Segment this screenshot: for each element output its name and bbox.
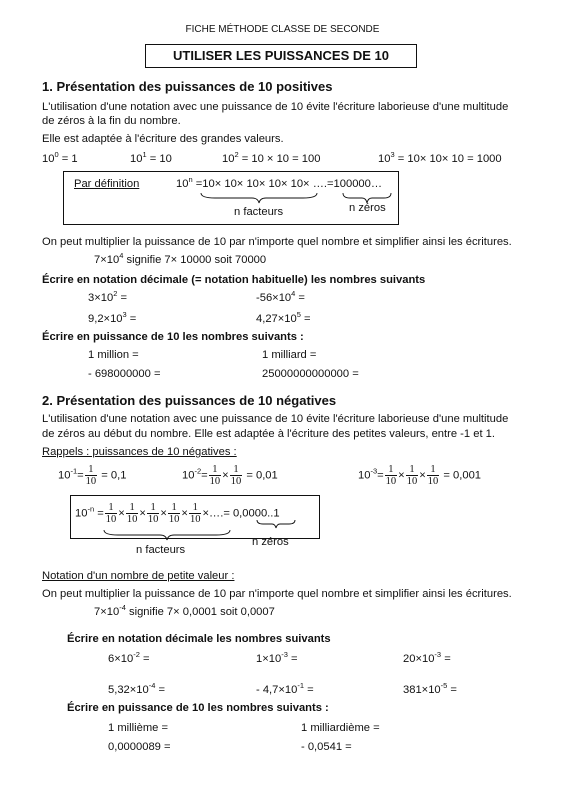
ex-pow0: $10^0 = 1$: [42, 150, 78, 165]
s2-t1-d: $5,32\times 10^{-4}$ =: [108, 681, 166, 696]
s1-t1-d: $4,27\times 10^5$ =: [256, 310, 311, 325]
neg-brace-zeros: [256, 519, 296, 529]
s1-example: $7\times 10^4$ signifie 7× 10000 soit 70000: [94, 251, 267, 266]
s1-task2: Écrire en puissance de 10 les nombres suivants :: [42, 331, 304, 343]
s1-task1: Écrire en notation décimale (= notation habituelle) les nombres suivants: [42, 274, 426, 286]
s1-intro-line3: Elle est adaptée à l'écriture des grandes valeurs.: [42, 133, 284, 145]
s2-intro-line2: de zéros au début du nombre. Elle est adaptée à l'écriture des petites valeurs, entre -1 et 1.: [42, 428, 496, 440]
s2-intro-line1: L'utilisation d'une notation avec une puissance de 10 évite l'écriture laborieuse d'une multitude: [42, 413, 509, 425]
s2-t1-b: $1\times 10^{-3}$ =: [256, 650, 298, 665]
s2-t1-f: $381\times 10^{-5}$ =: [403, 681, 457, 696]
n-facteurs-label: n facteurs: [234, 206, 284, 218]
page-title: UTILISER LES PUISSANCES DE 10: [173, 48, 389, 63]
definition-label: Par définition: [74, 178, 140, 190]
ex-pow3: $10^3 = 10\times 10\times 10 = 1000$: [378, 150, 502, 165]
s2-t1-c: $20\times 10^{-3}$ =: [403, 650, 451, 665]
section2-heading: 2. Présentation des puissances de 10 négatives: [42, 393, 337, 408]
s2-t2-d: - 0,0541 =: [301, 741, 352, 753]
s1-t2-d: 25000000000000 =: [262, 368, 359, 380]
neg-n-facteurs-label: n facteurs: [136, 544, 186, 556]
s2-task1: Écrire en notation décimale les nombres suivants: [67, 633, 331, 645]
s1-t1-b: $-56\times 10^4$ =: [256, 289, 305, 304]
s2-example: $7\times 10^{-4}$ signifie 7× 0,0001 soit 0,0007: [94, 603, 275, 618]
rappel-2: $10^{-2}=$ $\frac{1}{10}$ × $\frac{1}{10}$ = 0,01: [182, 464, 278, 487]
section1-heading: 1. Présentation des puissances de 10 positives: [42, 79, 333, 94]
notation-label: Notation d'un nombre de petite valeur :: [42, 570, 235, 582]
definition-formula: 10$^n$ =10× 10× 10× 10× 10× ….=100000…: [176, 175, 383, 190]
rappels-label: Rappels : puissances de 10 négatives :: [42, 446, 237, 458]
s2-t1-a: $6\times 10^{-2}$ =: [108, 650, 150, 665]
rappel-1: $10^{-1}=$ $\frac{1}{10}$ = 0,1: [58, 464, 127, 487]
s2-t2-c: 0,0000089 =: [108, 741, 171, 753]
s1-multiply-text: On peut multiplier la puissance de 10 par n'importe quel nombre et simplifier ainsi les écritures.: [42, 236, 512, 248]
s1-t1-c: $9,2\times 10^3$ =: [88, 310, 137, 325]
n-zeros-label: n zéros: [349, 202, 386, 214]
s1-t2-c: - 698000000 =: [88, 368, 161, 380]
s1-t2-b: 1 milliard =: [262, 349, 317, 361]
rappel-3: $10^{-3}=$ $\frac{1}{10}$ × $\frac{1}{10}$ × $\frac{1}{10}$ = 0,001: [358, 464, 482, 487]
s1-intro-line2: de zéros à la fin du nombre.: [42, 115, 181, 127]
s2-t2-b: 1 milliardième =: [301, 722, 380, 734]
s2-t2-a: 1 millième =: [108, 722, 168, 734]
ex-pow2: $10^2 = 10 \times 10 = 100$: [222, 150, 321, 165]
neg-brace-facteurs: [103, 529, 231, 541]
s1-t1-a: $3\times 10^2$ =: [88, 289, 128, 304]
ex-pow1: $10^1 = 10$: [130, 150, 172, 165]
s1-intro-line1: L'utilisation d'une notation avec une puissance de 10 évite l'écriture laborieuse d'une multitude: [42, 101, 509, 113]
brace-facteurs: [200, 192, 318, 204]
neg-definition-formula: $10^{-n}$ = $\frac{1}{10}$ × $\frac{1}{10}$ × $\frac{1}{10}$ × $\frac{1}{10}$ × $\frac{1}{10}$ ×….= 0,0000..1: [75, 502, 280, 525]
s1-t2-a: 1 million =: [88, 349, 139, 361]
page-subtitle: FICHE MÉTHODE CLASSE DE SECONDE: [185, 24, 380, 35]
s2-multiply-text: On peut multiplier la puissance de 10 par n'importe quel nombre et simplifier ainsi les écritures.: [42, 588, 512, 600]
s2-task2: Écrire en puissance de 10 les nombres suivants :: [67, 702, 329, 714]
neg-n-zeros-label: n zéros: [252, 536, 289, 548]
s2-t1-e: - $4,7\times 10^{-1}$ =: [256, 681, 314, 696]
